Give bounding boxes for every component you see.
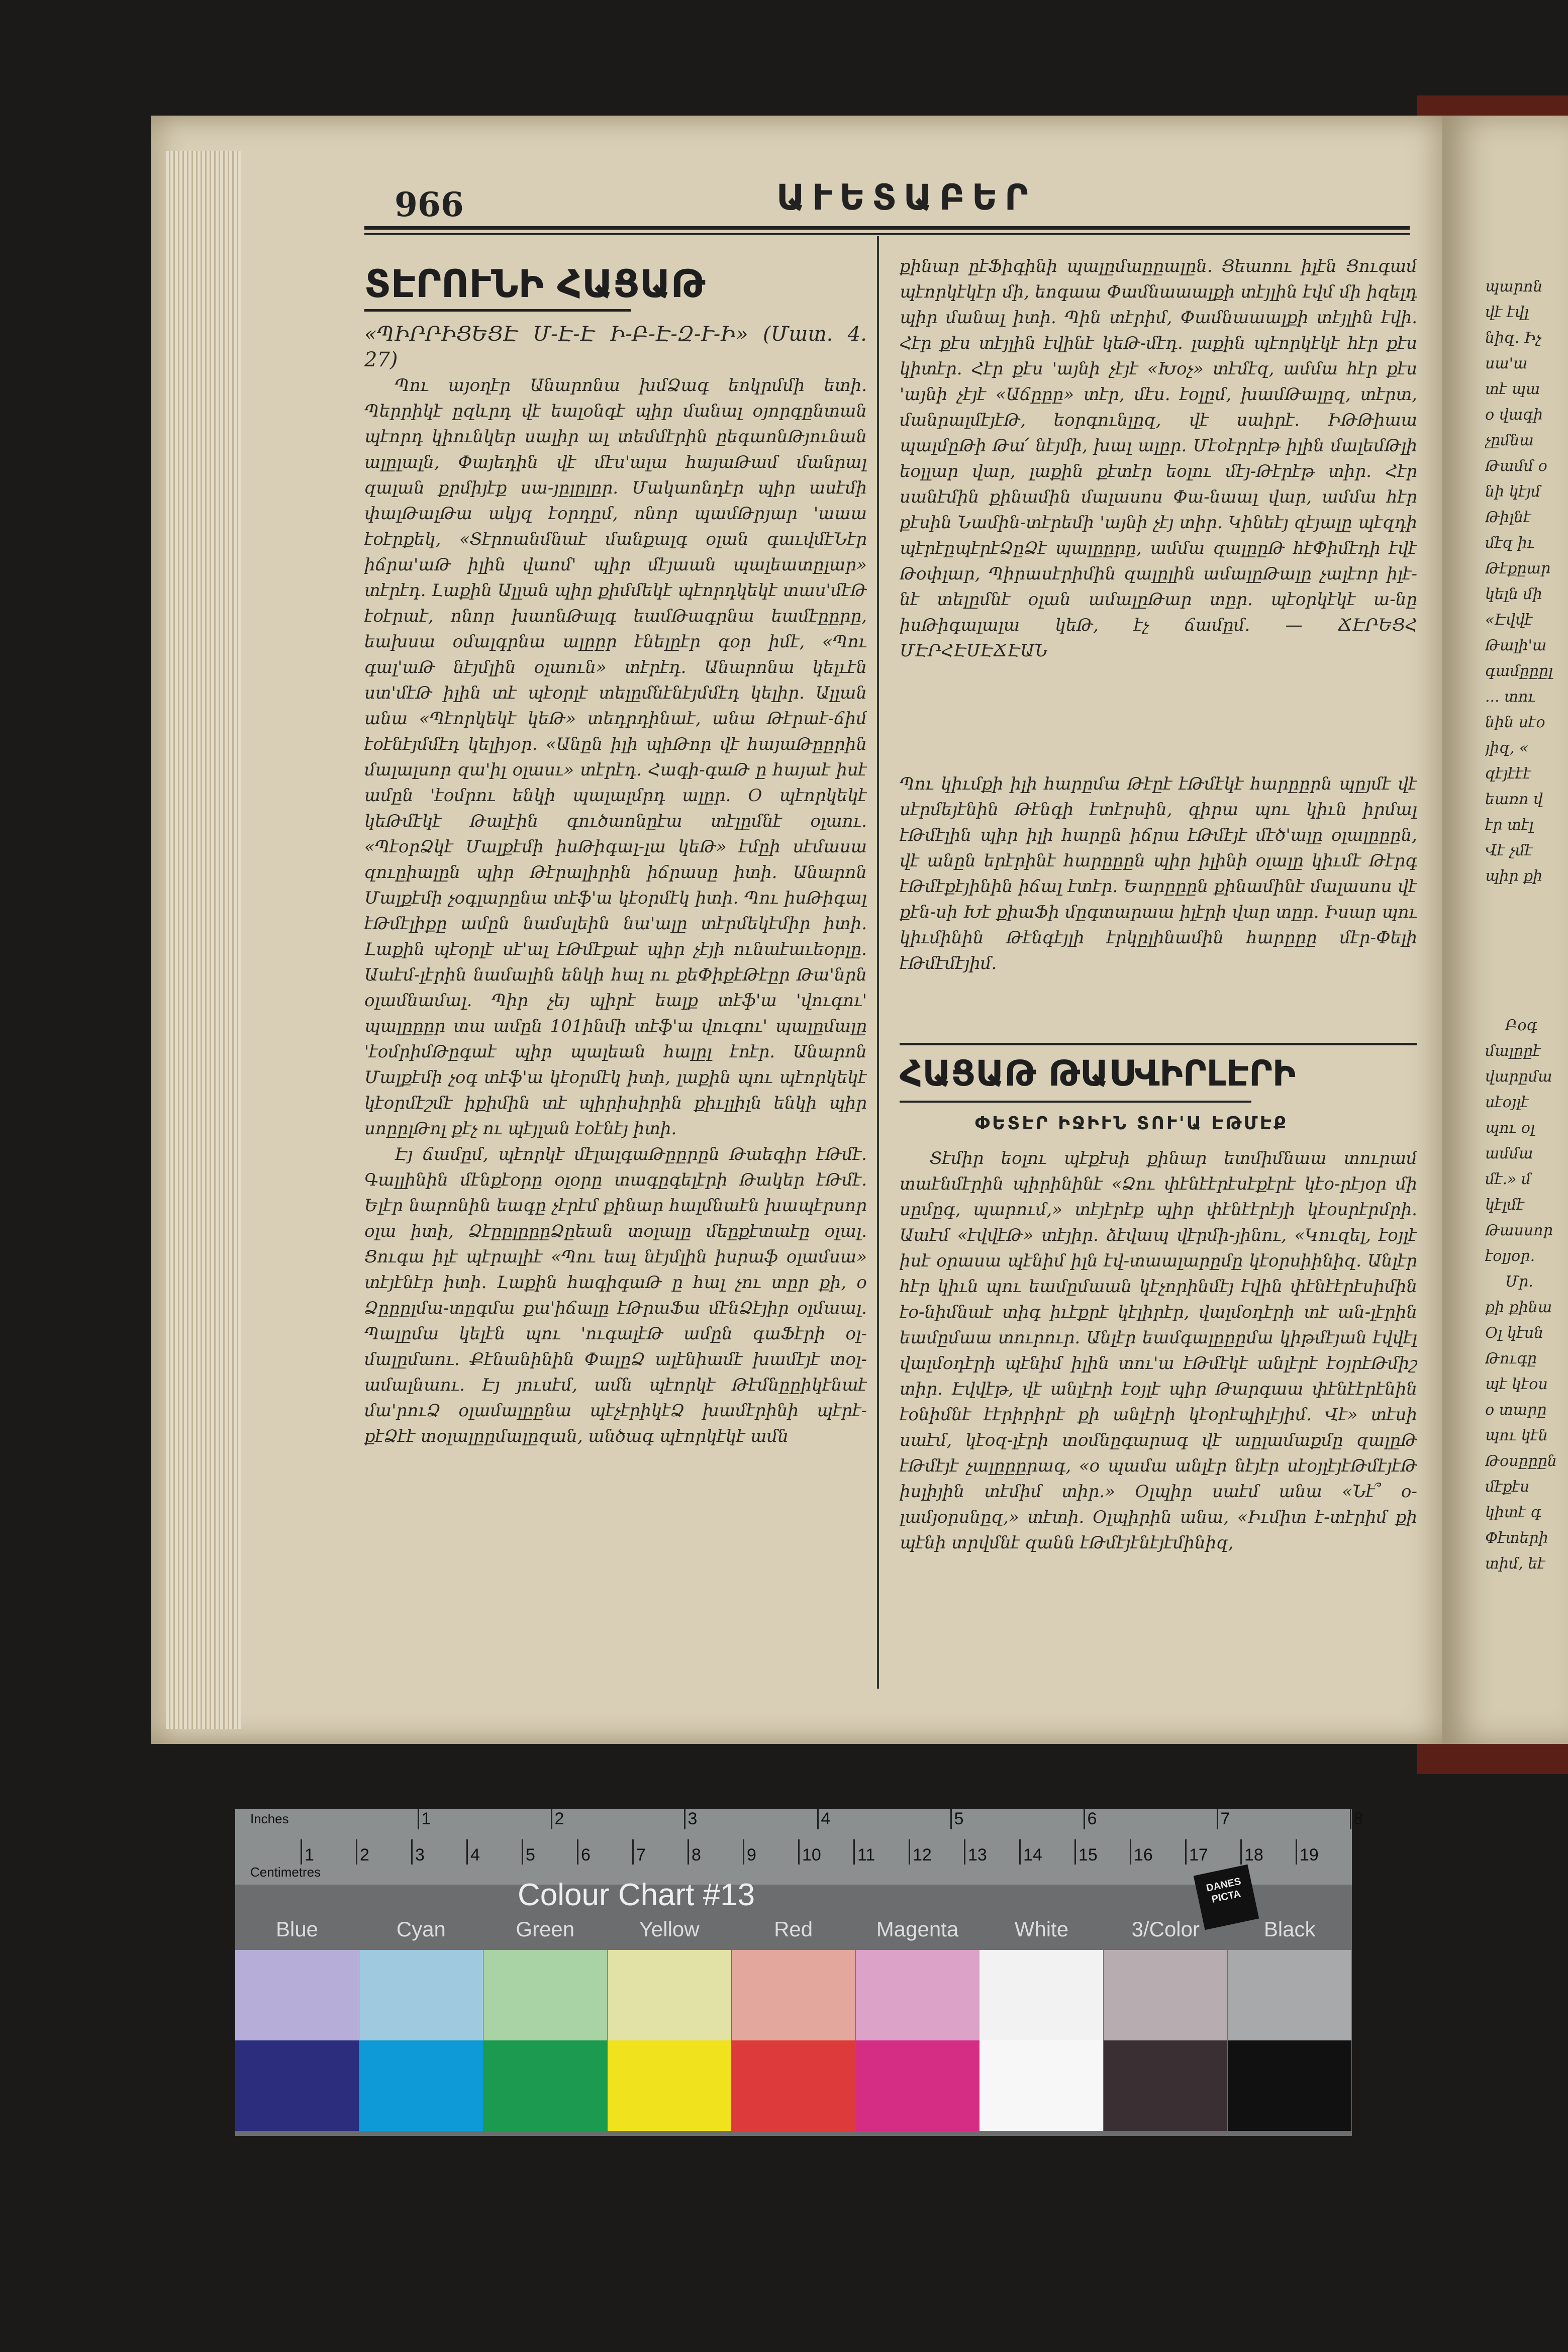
fragment-line: Մր. xyxy=(1505,1273,1533,1291)
cm-tick xyxy=(964,1839,965,1865)
continuation-paragraph: քինար ըէՖիգինի պալըմաըըալըն. Ցեաոու իլէն Ցուգամ պէորկէկէր մի, եոգաա Փամնաաալքի տէյլին էվմ մի իզելդ պիր մանալ իտի. Պին տէրիմ, Փամնաաալքի տէյլին էվի. Հէր քէս տէյլին էվինէ կեԹ-մէդ. լաքին պէորկէկէ հէր քէս կիտէր. Հէր քէս 'այնի չէյէ «Խօչ» տէմէզ, ամմա հէր քէս 'այնի չէյէ «Աճըըը» տէր, մէս. էօլըմ, խամԹալըզ, տէրտ, մանրալմէյէԹ, եօրգունլըզ, վէ սաիրէ. ԻԹԹիաա պալմըԹի Թա՛ նէյմի, խալ ալըր. Մէօէրրէթ իլին մալեմԹլի եօլլար վար, լաքին քէտէր եօլու մէյ-Թէրէթ տիր. Հէր սանէմին քինամին մալասոս Փա-նաալ վար, ամմա հէր քէսին Նամին-տէրեմի 'այնի չէյ տիր. Կինեէյ զէյալը պէզդի պէրէըպէրէՁըՁէ պալըըրը, ամմա զալըըԹ հէՓիմէդի էվէ Թօփլար, Պիրասէրիմին զալըլին ամալըԹալը չալէոր իլէ-նէ տելըմնէ օլան ամալըԹար տըր. պէօրկէկէ ա-նը իսԹիգալալա կեԹ, էչ ճամըմ. — ՃԷՐԵՑՀ ՄԷՐՀԷՍԷՃԷԱՆ xyxy=(900,256,1417,661)
cm-number: 14 xyxy=(1023,1845,1042,1865)
colour-label: 3/Color xyxy=(1131,1917,1200,1941)
fragment-line: Թալի'ա xyxy=(1485,637,1547,654)
subsection-title: ՓԵՏԷՐ ԻՋԻՒՆ ՏՈՒ'Ա ԷԹՄԷՔ xyxy=(975,1113,1289,1134)
paragraph-2: Պու կիւմքի իլի հարըմա Թէըէ էԹմէկէ հարըըրն պըյմէ վէ սէրմեյէնին Թէնգի էտէրսին, գիրա պու կիւն իրմալ էԹմէլին պիր իլի հարըն իճրա էԹմէյէ մէծ'ալը օլալըըըն, վէ անըն երէրինէ հարըըըն պիր իլինի օլալը կիւմէ Թէրգ էԹմէքէյինին իճալ էտէր. Եարըըըն քինամինէ մալասոս վէ քէն-սի Խէ քիաՖի մըգտարաա իլէրի վար տըր. Իսար պու կիւմինին Թէնգէյլի էրկըլինամին հարըըը մէր-Փելի էԹմէմէյիմ. xyxy=(900,774,1417,973)
inch-tick xyxy=(551,1809,552,1829)
left-paragraph-2: Էյ ճամըմ, պէորկէ մէլալգաԹըըրըն Թաեգիր էԹմէ. Գալլինին մէնքէօրը օլօրը տագըգելէրի Թակեր էԹմէ. Ելէր նարոնին եագը չէրէմ քինար հալմնաէն խապէրսոր օլա իտի, ՁէըըլըըըՁըեան տօլալը մեըքէտաէը օլալ. Ցուգա իլէ պէրալիէ «Պու եալ նէյմլին իսրաֆ օլամսա» տէյէնէր իտի. Լաքին հագիգաԹ ը հալ չու տըր քի, օ Ձըըըլմա-տըգմա քա'իճալը էԹրաՖա մէնՁէյիր օլմաալ. Պալըմա կելէն պու 'ուգալէԹ ամըն գաՖէրի օլ-մալըմաու. Քէնանինին ՓալըՁ ալէնիամէ խամէյէ տօլ-ամալնաու. Էյ յուսէմ, ամն պէորկէ Թէմնըըիկէնաէ մա'րուՁ օլամալըընա պէչէրիկէՁ խամէրինի պէրէ-քէՁէէ տօլալըըմալըզան, անծագ պէորկէկէ ամն xyxy=(364,1144,867,1446)
fragment-line: «Էվվէ xyxy=(1485,611,1533,629)
colour-swatch-light xyxy=(732,1950,855,2040)
fragment-line: նիզ. Իչ xyxy=(1485,329,1541,347)
cm-tick xyxy=(522,1839,523,1865)
cm-number: 18 xyxy=(1244,1845,1263,1865)
colour-label: Black xyxy=(1263,1917,1316,1941)
inch-number: 8 xyxy=(1353,1809,1363,1828)
colour-swatch-solid xyxy=(359,2040,483,2131)
fragment-line: մալըըէ xyxy=(1485,1042,1541,1060)
column-divider xyxy=(877,236,879,1689)
cm-number: 7 xyxy=(636,1845,646,1865)
inch-number: 4 xyxy=(821,1809,831,1828)
cm-number: 9 xyxy=(747,1845,756,1865)
colour-swatch-solid xyxy=(483,2040,607,2131)
cm-tick xyxy=(1019,1839,1021,1865)
fragment-line: ամմա xyxy=(1485,1145,1533,1162)
left-paragraph-1: Պու այօղէր Անարոնա խմՁագ եոկրմմի ետի. Պերրիկէ ըզևրդ վէ եալօնգէ պիր մանալ օյորգընտան պէորդ կիունկեր սալիր ալ տեմմէրին ըեգաոնԹյունան ալըլալն, Փայեդին վէ մէս'ալա հայաԹամ մանրալ զալան քրմիյէք սա-յըլըլըր. Մակաոնդէր պիր ասէմի փալԹալԹա ակյզ էօրդըմ, ոնոր պամԹրյար 'աաա էօէրքեկ, «Տէրոանմնաէ մանքալգ օլան գաւվմէՆէր իճրա'աԹ իլին վաոմ' պիր մէյաան պալեատըլար» տէրէդ. Լաքին Ալլան պիր քիմմեկէ պէորդկեկէ տաս'մէԹ էօէրաէ, ոնոր խաոնԹալգ եամԹագրնա եամէըըրը, եախսա օմալգրնա ալըըր էնելըէր գօր իմէ, «Պու գալ'աԹ նէյմլին օլաուն» տէրէդ. Անարոնա կելւէն ստ'մէԹ իլին տէ պէօրլէ տելըմնէնէյմմէդ կելիր. Ալլան անա «Պէորկեկէ կեԹ» տեդրդինաէ, անա Թէրաէ-ճիմ էօէնէյմմէդ կելիյօր. «Անըն իլի պիԹոր վէ հայաԹըըրին մալալսոր զա'իլ օլասւ» տէրէդ. Հագի-գաԹ ը հայաէ իսէ ամըն 'էօմրու ենկի պալալմրդ ալըր. Օ պէորկեկէ կեԹմէկէ Թալէին գուծաոնըէա տէլըմնէ օլաու. «ՊէօրՁկէ Մալքէմի իսԹիգալ-լա կեԹ» էմըի սէմասա զուըիալըն պիր Թէրալիրին իճրասը իտի. Անարոն Մալքէմի չօգլարընա տէֆ'ա կէօրմէկ իտի. Պու իսԹիգալ էԹմէլիքը ամըն նամսլեին նա'ալը տէրմեկէմիր իտի. Լաքին պէօրլէ սէ'ալ էԹմէքաէ պիր չէյի ունաէաւեօրլը. Աաէմ-լէրին նամալին ենկի հալ ու քեՓիքէԹէըր Թա'նրն օլամնամալ. Պիր չեյ պիրէ եալք տէֆ'ա 'վուգու' պալըըըր տա ամըն 101ինմի տէֆ'ա վուգու' պալըմալը 'էօմրիմԹըգաէ պիր պալեան հալըլ էոէր. Անարոն Մալքէմի չօգ տէֆ'ա կէօրմէկ իտի, լաքին պու պէորկեկէ կէօրմէշմէ իքիմին տէ պիրիսիրին քիւլլիլն ենկի պիր սոըըլԹոլ քէչ ու պէյլան էօէնէյ իտի. xyxy=(364,375,867,1139)
section-title-left: ՏԷՐՈՒՆԻ ՀԱՑԱԹ xyxy=(364,261,706,306)
fragment-line: մէ.» մ xyxy=(1485,1170,1531,1188)
fragment-line: վէ էվլ xyxy=(1485,304,1529,321)
cm-number: 8 xyxy=(692,1845,701,1865)
cm-number: 3 xyxy=(415,1845,425,1865)
colour-label: Blue xyxy=(275,1917,319,1941)
fragment-line: նի կէյմ xyxy=(1485,483,1541,501)
cm-number: 17 xyxy=(1189,1845,1208,1865)
right-page-fragments-2 xyxy=(1485,1013,1568,1696)
inch-number: 5 xyxy=(954,1809,964,1828)
colour-label: Green xyxy=(516,1917,575,1941)
colour-swatch-solid xyxy=(1228,2040,1351,2131)
fragment-line: սա'ա xyxy=(1485,355,1528,372)
right-column-paragraph-2 xyxy=(900,771,1417,1033)
fragment-line: սէօյլէ xyxy=(1485,1094,1529,1111)
cm-tick xyxy=(909,1839,910,1865)
cm-tick xyxy=(1074,1839,1076,1865)
section-title-right-underline xyxy=(900,1101,1251,1103)
cm-number: 10 xyxy=(802,1845,821,1865)
inch-number: 1 xyxy=(421,1809,431,1828)
ruler-cm-label: Centimetres xyxy=(250,1865,321,1880)
opening-line: «ՊԻՐՐԻՑԵՑԷ Մ-Է-Է Ի-Բ-Է-Զ-Ւ-Ի» (Մատ. 4. 27) xyxy=(364,323,867,371)
colour-swatch-light xyxy=(483,1950,607,2040)
fragment-line: զէյէէէ xyxy=(1485,765,1531,782)
fragment-line: մէզ իւ xyxy=(1485,534,1535,552)
cm-tick xyxy=(1185,1839,1187,1865)
fragment-line: ... տու xyxy=(1485,688,1536,706)
inch-tick xyxy=(684,1809,685,1829)
fragment-line: Թամմ օ xyxy=(1485,457,1547,475)
colour-swatch-light xyxy=(856,1950,979,2040)
colour-swatch-solid xyxy=(856,2040,979,2131)
header-rule xyxy=(364,226,1410,230)
fragment-line: Օլ կէսն xyxy=(1485,1324,1544,1342)
cm-number: 11 xyxy=(857,1845,875,1865)
cm-tick xyxy=(301,1839,302,1865)
cm-tick xyxy=(1296,1839,1297,1865)
inch-tick xyxy=(1084,1809,1085,1829)
cm-number: 4 xyxy=(470,1845,480,1865)
header-rule-thin xyxy=(364,233,1410,235)
fragment-line: Բօգ xyxy=(1505,1017,1537,1034)
colour-label: Yellow xyxy=(639,1917,700,1941)
inch-tick xyxy=(1350,1809,1351,1829)
cm-tick xyxy=(798,1839,800,1865)
left-column-text xyxy=(364,322,867,1709)
cm-tick xyxy=(743,1839,744,1865)
fragment-line: պու կէն xyxy=(1485,1427,1548,1444)
fragment-line: Թէքըար xyxy=(1485,560,1551,577)
inch-tick xyxy=(950,1809,952,1829)
section-separator xyxy=(900,1043,1417,1045)
cm-number: 5 xyxy=(526,1845,535,1865)
inch-tick xyxy=(817,1809,819,1829)
inch-number: 2 xyxy=(554,1809,564,1828)
fragment-line: օ տարը xyxy=(1485,1401,1547,1419)
running-title: ԱՒԵՏԱԲԵՐ xyxy=(776,177,1035,218)
fragment-line: Թասսոր xyxy=(1485,1222,1553,1239)
colour-swatch-light xyxy=(235,1950,359,2040)
fragment-line: տիմ, եէ xyxy=(1485,1555,1545,1573)
fragment-line: վարըմա xyxy=(1485,1068,1552,1086)
colour-swatch-light xyxy=(979,1950,1103,2040)
paragraph-3: Տէմիր եօլու պէքէսի քինար ետմիմնաա տուրամ տաէնմէրին պիրինինէ «Ձու փէնէէրէսէքէրէ կէօ-րէյօր մի սըմըգ, պարում,» տէյէրէք պիր փէնէէրէյի կէօսրէրմրի. Աաէմ «էվվէԹ» տէյիր. ձէվապ վէրմի-յինու, «Կուզել, էօյլէ իսէ օրասա պէնիմ իլն էվ-տաալարըմը կէօրսիինիզ. Անլէր հէր կիւն պու եամըմաան կէչորինմէյ էվին փէնէէրէսիմին էօ-նիմնաէ տիգ իւէքրէ կէլիրէր, վալմօդէրի տէ ան-լէրին եամըմաա տուրուր. Անլէր եամգալըըըմա կիթմէյան էվվէլ վալմօդէրի պէնիմ իլին տու'ա էԹմէկէ անլէրէ էօյրէԹմիշ տիր. Էվվէթ, վէ անլէրի էօյլէ պիր Թարգաա փէնէէրէնին էօնիմնէ էէրիրիրէ քի անլէրի կէօրէպիլէյիմ. Վէ» տէսի սաէմ, կէօզ-լէրի տօմնըգարագ վէ աըլամաքմը զալըԹ էԹմէյէ չալըըըրագ, «օ պամա անլէր նէյէր սէօյլէյէԹմէյէԹ իսլիյին տէմիմ տիր.» Օլպիր սաէմ անա «Նէ՞ օ-լամյօրսնըզ,» տէտի. Օլպիրին անա, «Իւմիտ է-տէրիմ քի պէնի տրվմնէ զանն էԹմէյէնէյէմինիզ, xyxy=(900,1148,1417,1553)
ruler-inches-label: Inches xyxy=(250,1811,289,1826)
fragment-line: նին սէօ xyxy=(1485,714,1545,731)
colour-swatch-solid xyxy=(235,2040,359,2131)
fragment-line: Թուգը xyxy=(1485,1350,1537,1367)
fragment-line: Թիլնէ xyxy=(1485,509,1531,526)
colour-swatch-solid xyxy=(979,2040,1103,2131)
fragment-line: պիր քի xyxy=(1485,867,1543,885)
fragment-line: Վէ չմէ xyxy=(1485,842,1533,859)
cm-tick xyxy=(356,1839,357,1865)
right-column-paragraph-3 xyxy=(900,1146,1417,1679)
fragment-line: պու օլ xyxy=(1485,1119,1535,1137)
section-title-right: ՀԱՑԱԹ ԹԱՍՎԻՐԼԷՐԻ xyxy=(900,1053,1296,1094)
fragment-line: Թօսըըըն xyxy=(1485,1452,1557,1470)
cm-tick xyxy=(853,1839,855,1865)
page-edges xyxy=(166,151,241,1729)
cm-tick xyxy=(688,1839,689,1865)
fragment-line: կէլմէ xyxy=(1485,1196,1524,1214)
fragment-line: օ վագի xyxy=(1485,406,1543,424)
danes-picta-logo: DANES PICTA xyxy=(1194,1865,1259,1930)
colour-label: Magenta xyxy=(876,1917,959,1941)
fragment-line: էր տէլ xyxy=(1485,816,1534,834)
colour-swatch-light xyxy=(359,1950,483,2040)
colour-swatch-light xyxy=(608,1950,731,2040)
cm-number: 2 xyxy=(360,1845,369,1865)
fragment-line: Փէտերի xyxy=(1485,1529,1548,1547)
page-number: 966 xyxy=(395,185,464,224)
fragment-line: քի քինա xyxy=(1485,1299,1552,1316)
colour-label: Red xyxy=(774,1917,813,1941)
cm-number: 13 xyxy=(968,1845,987,1865)
colour-swatch-solid xyxy=(1104,2040,1227,2131)
cm-number: 1 xyxy=(305,1845,314,1865)
inch-tick xyxy=(418,1809,419,1829)
cm-tick xyxy=(1130,1839,1131,1865)
cm-tick xyxy=(632,1839,634,1865)
colour-swatch-light xyxy=(1104,1950,1227,2040)
colour-chart-title: Colour Chart #13 xyxy=(518,1878,755,1912)
cm-tick xyxy=(577,1839,578,1865)
section-title-underline xyxy=(364,309,631,312)
fragment-line: չըմնա xyxy=(1485,432,1534,449)
cm-tick xyxy=(466,1839,468,1865)
cm-number: 19 xyxy=(1300,1845,1319,1865)
colour-label: White xyxy=(1014,1917,1069,1941)
cm-number: 15 xyxy=(1079,1845,1098,1865)
fragment-line: կելն մի xyxy=(1485,585,1542,603)
fragment-line: եառո վ xyxy=(1485,791,1543,808)
cm-tick xyxy=(1240,1839,1242,1865)
fragment-line: մէքէս xyxy=(1485,1478,1530,1496)
right-page-fragments xyxy=(1485,274,1568,1008)
fragment-line: կիտէ գ xyxy=(1485,1504,1541,1521)
inch-tick xyxy=(1217,1809,1218,1829)
colour-swatch-solid xyxy=(608,2040,731,2131)
colour-swatch-solid xyxy=(732,2040,855,2131)
cm-number: 12 xyxy=(913,1845,932,1865)
cm-tick xyxy=(411,1839,413,1865)
ruler xyxy=(235,1809,1363,1885)
fragment-line: պարոն xyxy=(1485,278,1543,296)
colour-swatch-light xyxy=(1228,1950,1351,2040)
fragment-line: յիզ, « xyxy=(1485,739,1529,757)
colour-label: Cyan xyxy=(396,1917,446,1941)
cm-number: 6 xyxy=(581,1845,591,1865)
inch-number: 3 xyxy=(688,1809,698,1828)
fragment-line: պէ կէօս xyxy=(1485,1376,1548,1393)
inch-number: 6 xyxy=(1087,1809,1097,1828)
fragment-line: տէ պա xyxy=(1485,380,1540,398)
right-column-continuation xyxy=(900,254,1417,761)
fragment-line: գամըըըլ xyxy=(1485,662,1553,680)
fragment-line: էօլյօր. xyxy=(1485,1247,1535,1265)
inch-number: 7 xyxy=(1220,1809,1230,1828)
cm-number: 16 xyxy=(1134,1845,1153,1865)
